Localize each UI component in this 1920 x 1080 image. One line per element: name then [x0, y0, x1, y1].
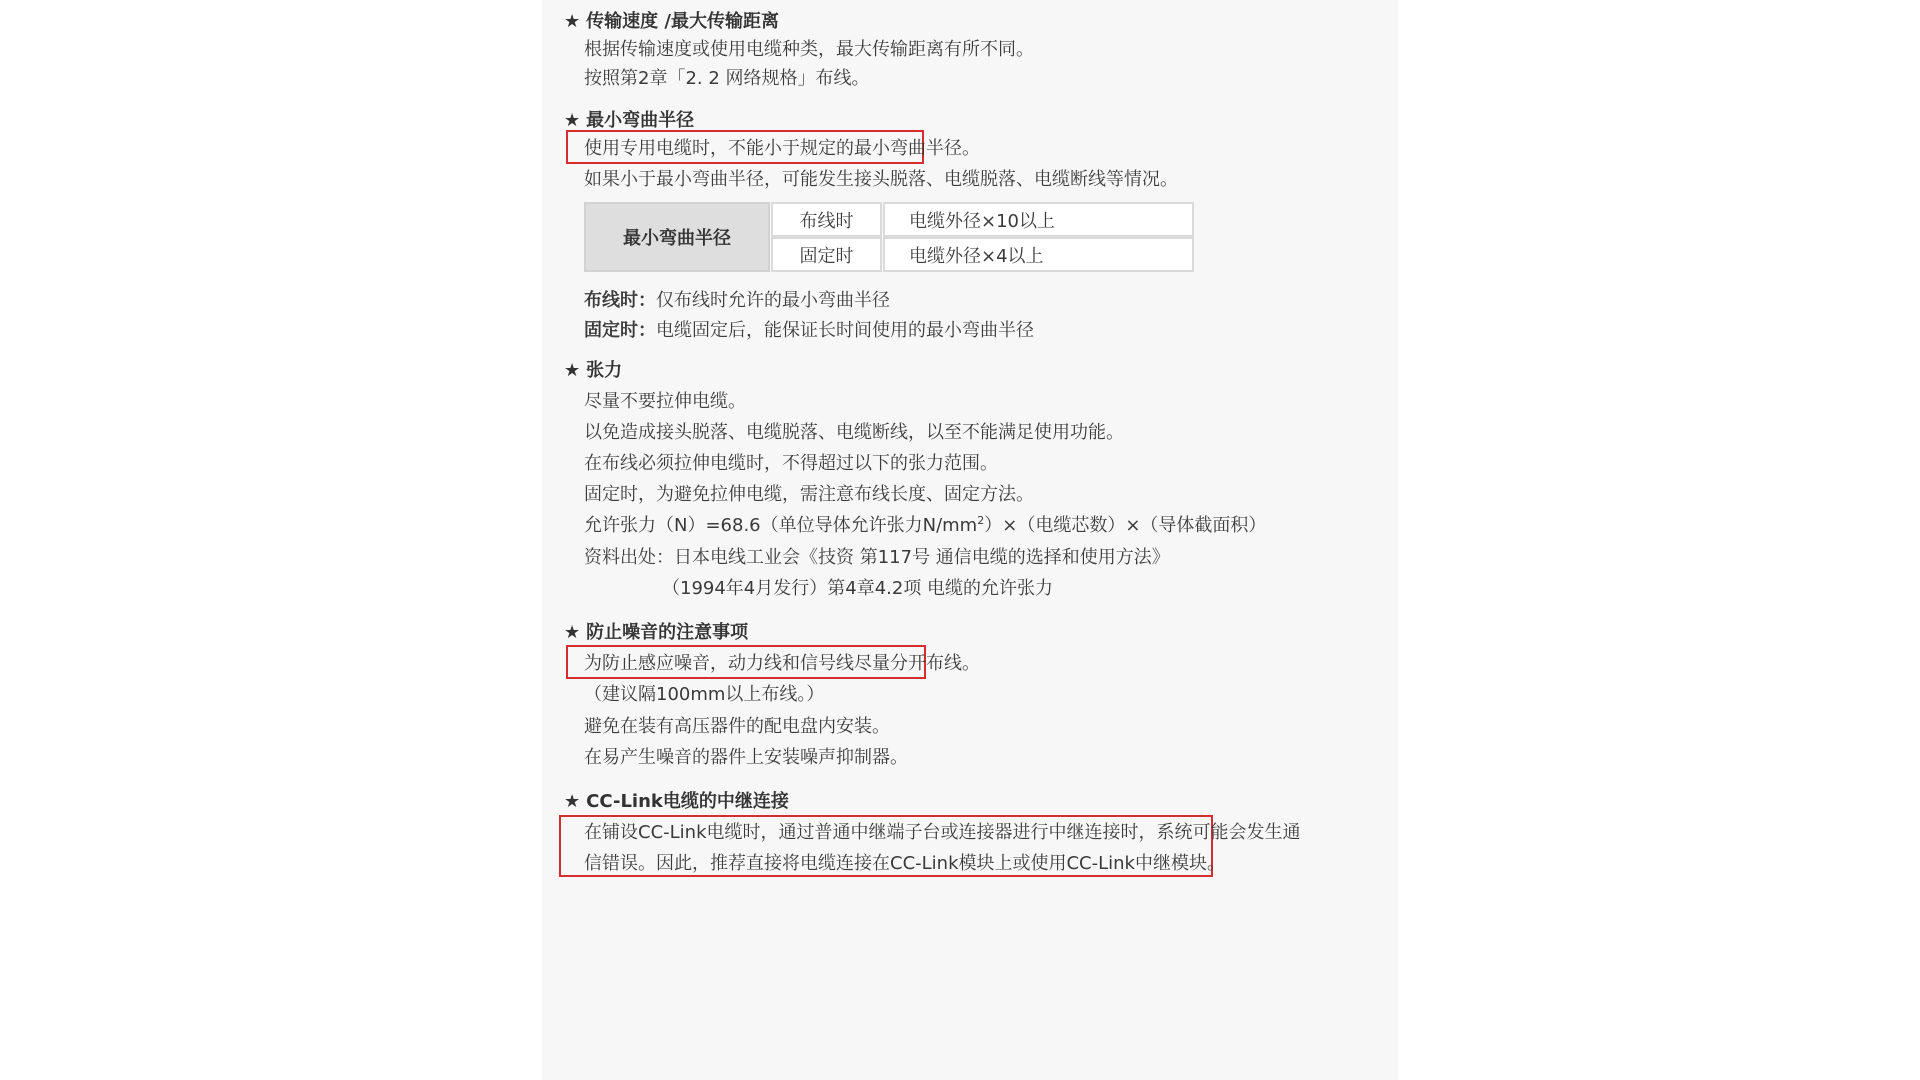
star-icon: ★ [564, 11, 581, 32]
source-reference: 资料出处：日本电线工业会《技资 第117号 通信电缆的选择和使用方法》 [584, 547, 1170, 568]
note-term: 固定时： [584, 320, 656, 341]
heading-text: 传输速度 /最大传输距离 [586, 11, 779, 32]
highlighted-text: 为防止感应噪音，动力线和信号线尽量分开布线。 [584, 653, 980, 674]
paragraph-line: 按照第2章「2. 2 网络规格」布线。 [584, 68, 870, 89]
paragraph-line: 以免造成接头脱落、电缆脱落、电缆断线，以至不能满足使用功能。 [584, 422, 1124, 443]
section-heading-noise [564, 622, 748, 644]
formula-part: ）×（电缆芯数）×（导体截面积） [984, 515, 1267, 536]
highlighted-text: 在铺设CC-Link电缆时，通过普通中继端子台或连接器进行中继连接时，系统可能会发生通 [584, 822, 1301, 843]
section-heading-tension [564, 360, 622, 382]
paragraph-line: 尽量不要拉伸电缆。 [584, 391, 746, 412]
heading-text: 最小弯曲半径 [586, 110, 695, 131]
star-icon: ★ [564, 110, 581, 131]
table-cell-value: 电缆外径×4以上 [883, 237, 1194, 272]
table-cell-condition: 布线时 [771, 202, 882, 237]
note-line [584, 320, 1034, 342]
paragraph-line: 如果小于最小弯曲半径，可能发生接头脱落、电缆脱落、电缆断线等情况。 [584, 169, 1178, 190]
heading-text: 防止噪音的注意事项 [586, 622, 749, 643]
note-term: 布线时： [584, 290, 656, 311]
star-icon: ★ [564, 791, 581, 812]
formula-superscript: 2 [977, 514, 985, 527]
highlighted-text: 使用专用电缆时，不能小于规定的最小弯曲半径。 [584, 138, 980, 159]
section-heading-speed [564, 11, 779, 33]
star-icon: ★ [564, 360, 581, 381]
tension-formula [584, 515, 1266, 537]
source-reference-detail: （1994年4月发行）第4章4.2项 电缆的允许张力 [662, 578, 1054, 599]
paragraph-line: 根据传输速度或使用电缆种类，最大传输距离有所不同。 [584, 39, 1034, 60]
table-cell-condition: 固定时 [771, 237, 882, 272]
highlighted-text: 信错误。因此，推荐直接将电缆连接在CC-Link模块上或使用CC-Link中继模块。 [584, 853, 1225, 874]
table-cell-value: 电缆外径×10以上 [883, 202, 1194, 237]
section-heading-relay [564, 791, 789, 813]
section-heading-bend-radius [564, 110, 694, 132]
note-desc: 电缆固定后，能保证长时间使用的最小弯曲半径 [656, 320, 1034, 341]
note-desc: 仅布线时允许的最小弯曲半径 [656, 290, 890, 311]
formula-part: 允许张力（N）=68.6（单位导体允许张力N/mm [584, 515, 978, 536]
table-header-cell: 最小弯曲半径 [584, 202, 770, 272]
heading-text: 张力 [586, 360, 623, 381]
star-icon: ★ [564, 622, 581, 643]
heading-text: CC-Link电缆的中继连接 [586, 791, 789, 812]
paragraph-line: （建议隔100mm以上布线。） [584, 684, 825, 705]
paragraph-line: 在布线必须拉伸电缆时，不得超过以下的张力范围。 [584, 453, 998, 474]
paragraph-line: 在易产生噪音的器件上安装噪声抑制器。 [584, 747, 908, 768]
document-panel [542, 0, 1398, 1080]
paragraph-line: 避免在装有高压器件的配电盘内安装。 [584, 716, 890, 737]
paragraph-line: 固定时，为避免拉伸电缆，需注意布线长度、固定方法。 [584, 484, 1034, 505]
note-line [584, 290, 890, 312]
